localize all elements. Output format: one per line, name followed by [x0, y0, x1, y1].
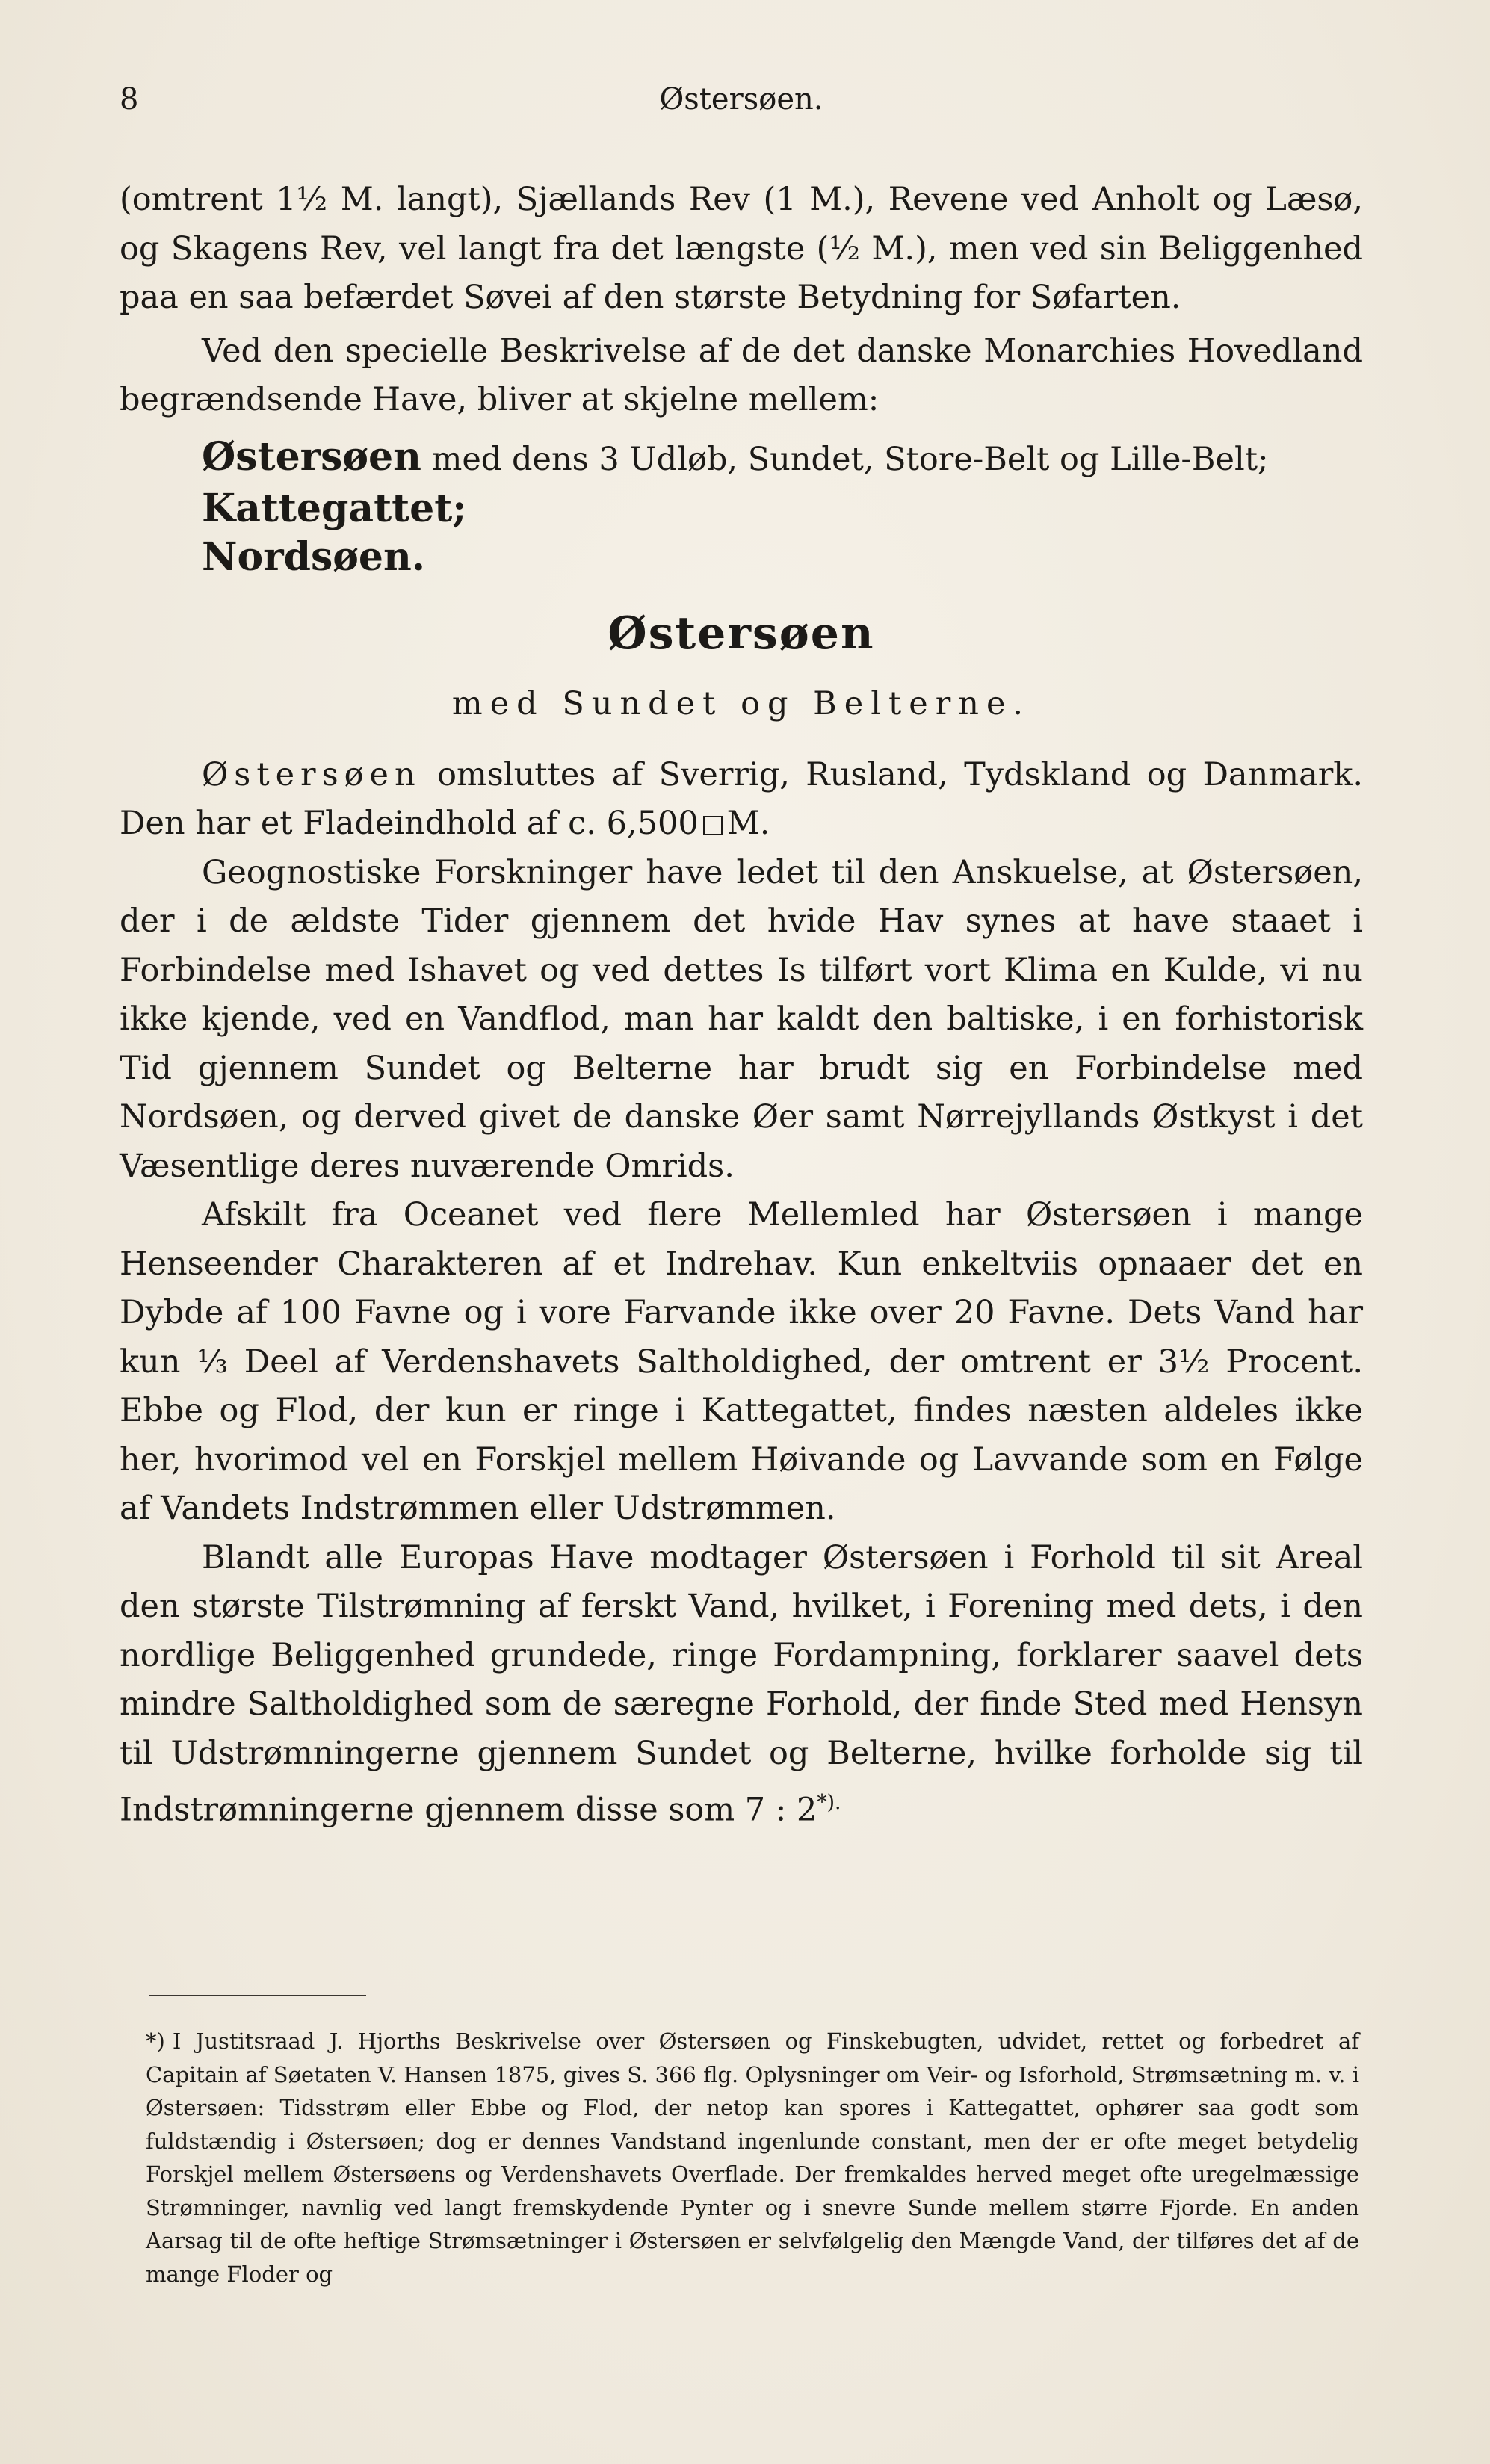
paragraph-1: (omtrent 1½ M. langt), Sjællands Rev (1 M.), Revene ved Anholt og Læsø, og Skagens Rev, vel langt fra det længste (½ M.), men ved sin Beliggenhed paa en saa befærdet Søvei af den største Betydning for Søfarten.	[120, 181, 1363, 316]
chapter-title: Østersøen	[608, 607, 875, 660]
paragraph-5-part-b: Deel af Verdenshavets Saltholdighed, der omtrent er 3½ Procent. Ebbe og Flod, der kun er ringe i Kattegattet, findes næsten aldeles ikke her, hvorimod vel en Forskjel mellem Høivande og Lavvande som en Følge af Vandets Indstrømmen eller Udstrømmen.	[120, 1343, 1363, 1527]
section-item-1	[202, 433, 1363, 484]
paragraph-2: Ved den specielle Beskrivelse af de det danske Monarchies Hovedland begrændsende Have, bliver at skjelne mellem:	[120, 332, 1363, 418]
page-number: 8	[120, 82, 139, 117]
footnote-mark: *)	[146, 2028, 165, 2054]
main-text	[120, 176, 1363, 1835]
running-title: Østersøen.	[659, 82, 823, 117]
paragraph-6	[120, 1534, 1363, 1835]
paragraph-6-text: Blandt alle Europas Have modtager Østersøen i Forhold til sit Areal den største Tilstrømning af ferskt Vand, hvilket, i Forening med dets, i den nordlige Beliggenhed grundede, ringe Fordampning, forklarer saavel dets mindre Saltholdighed som de særegne Forhold, der finde Sted med Hensyn til Udstrømningerne gjennem Sundet og Belterne, hvilke forholde sig til Indstrømningerne gjennem disse som 7 : 2	[120, 1538, 1363, 1829]
footnote	[146, 2025, 1359, 2291]
section-item-3: Nordsøen.	[202, 533, 425, 580]
section-list	[202, 433, 1363, 581]
footnote-text: I Justitsraad J. Hjorths Beskrivelse over Østersøen og Finskebugten, udvidet, rettet og forbedret af Capitain af Søetaten V. Hansen 1875, gives S. 366 flg. Oplysninger om Veir- og Isforhold, Strømsætning m. v. i Østersøen: Tidsstrøm eller Ebbe og Flod, der netop kan spores i Kattegattet, ophører saa godt som fuldstændig i Østersøen; dog er dennes Vandstand ingenlunde constant, men der er ofte meget betydelig Forskjel mellem Østersøens og Verdenshavets Overflade. Der fremkaldes herved meget ofte uregelmæssige Strømninger, navnlig ved langt fremskydende Pynter og i snevre Sunde mellem større Fjorde. En anden Aarsag til de ofte heftige Strømsætninger i Østersøen er selvfølgelig den Mængde Vand, der tilføres det af de mange Floder og	[146, 2028, 1359, 2287]
page-header	[120, 82, 1363, 127]
footnote-divider	[149, 1995, 366, 1996]
section-item-1-title: Østersøen	[202, 433, 421, 480]
paragraph-4: Geognostiske Forskninger have ledet til den Anskuelse, at Østersøen, der i de ældste Tider gjennem det hvide Hav synes at have staaet i Forbindelse med Ishavet og ved dettes Is tilført vort Klima en Kulde, vi nu ikke kjende, ved en Vandflod, man har kaldt den baltiske, i en forhistorisk Tid gjennem Sundet og Belterne har brudt sig en Forbindelse med Nordsøen, og derved givet de danske Øer samt Nørrejyllands Østkyst i det Væsentlige deres nuværende Omrids.	[120, 853, 1363, 1185]
section-item-1-detail: med dens 3 Udløb, Sundet, Store-Belt og Lille-Belt;	[421, 440, 1269, 478]
paragraph-3-text: omsluttes af Sverrig, Rusland, Tydskland og Danmark. Den har et Fladeindhold af c. 6,500	[120, 755, 1363, 842]
section-item-2: Kattegattet;	[202, 485, 467, 531]
paragraph-5-part-a: Afskilt fra Oceanet ved flere Mellemled har Østersøen i mange Henseender Charakteren af et Indrehav. Kun enkeltviis opnaaer det en Dybde af 100 Favne og i vore Farvande ikke over 20 Favne. Dets Vand har kun	[120, 1196, 1363, 1381]
paragraph-3-lead: Østersøen	[202, 755, 421, 793]
chapter-subtitle: med Sundet og Belterne.	[451, 684, 1031, 722]
paragraph-5	[120, 1191, 1363, 1534]
square-mile-symbol	[703, 816, 723, 835]
paragraph-3-end: M.	[726, 805, 770, 842]
paragraph-5-fraction: ⅓	[197, 1343, 228, 1381]
footnote-reference: *).	[817, 1791, 841, 1814]
paragraph-3	[120, 751, 1363, 849]
